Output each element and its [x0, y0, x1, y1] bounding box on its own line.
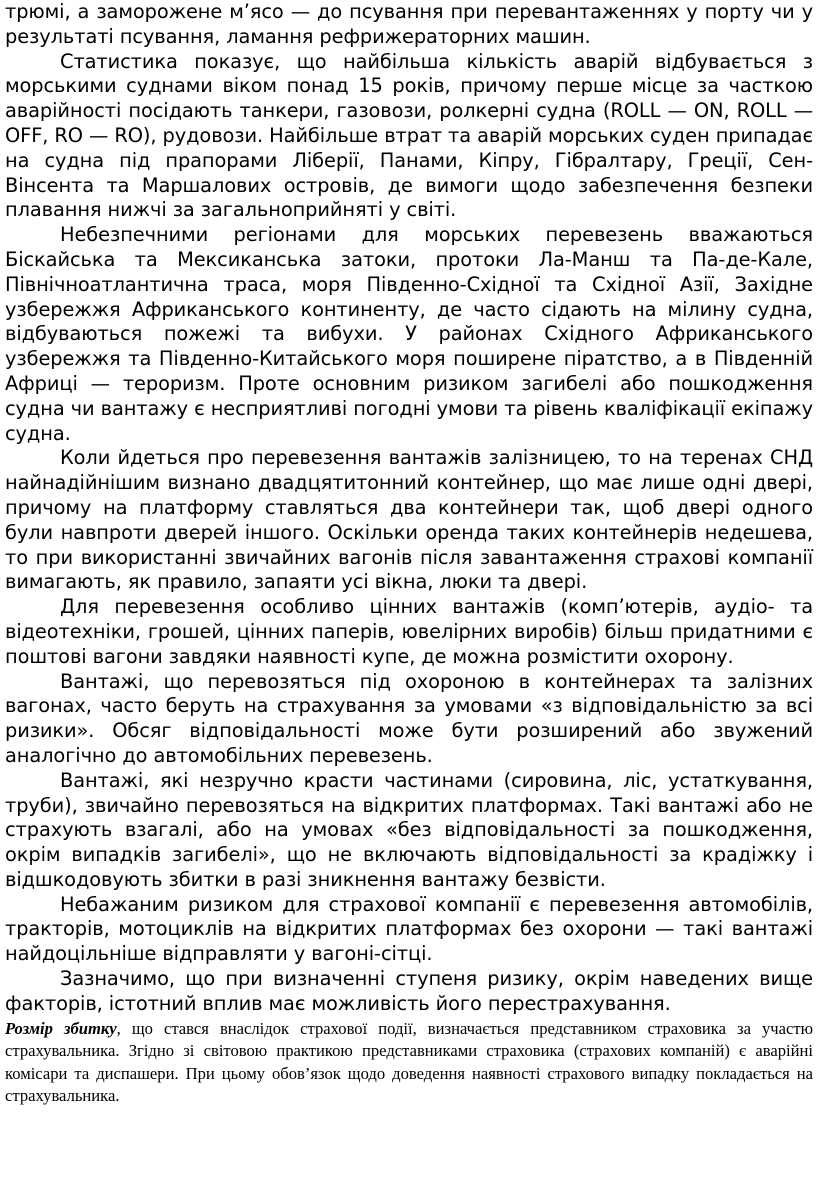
paragraph-loss-amount [5, 1017, 813, 1108]
loss-amount-text: , що стався внаслідок страхової події, визначається представником страховика за участю страхувальника. Згідно зі світовою практикою представниками страховика (страхових компаній) є аварійні комісари та диспашери. При цьому обов’язок щодо доведення наявності страхового випадку покладається на страхувальника. [5, 1018, 814, 1106]
paragraph-valuable-cargo: Для перевезення особливо цінних вантажів (комп’ютерів, аудіо- та відеотехніки, грошей, цінних паперів, ювелірних виробів) більш придатними є поштові вагони завдяки наявності купе, де можна розмістити охорону. [5, 595, 813, 668]
loss-amount-term: Розмір збитку [5, 1018, 117, 1038]
paragraph-reinsurance: Зазначимо, що при визначенні ступеня ризику, окрім наведених вище факторів, істотний вплив має можливість його перестрахування. [5, 967, 813, 1015]
paragraph-dangerous-regions: Небезпечними регіонами для морських перевезень вважаються Біскайська та Мексиканська затоки, протоки Ла-Манш та Па-де-Кале, Північноатлантична траса, моря Південно-Східної та Східної Азії, Західне узбережжя Африканського континенту, де часто сідають на мілину судна, відбуваються пожежі та вибухи. У районах Східного Африканського узбережжя та Південно-Китайського моря поширене піратство, а в Південній Африці — тероризм. Проте основним ризиком загибелі або пошкодження судна чи вантажу є несприятливі погодні умови та рівень кваліфікації екіпажу судна. [5, 223, 813, 445]
paragraph-sea-accident-statistics: Статистика показує, що найбільша кількість аварій відбувається з морськими суднами віком понад 15 років, причому перше місце за часткою аварійності посідають танкери, газовози, ролкерні судна (ROLL — ON, ROLL — OFF, RO — RO), рудовози. Найбільше втрат та аварій морських суден припадає на судна під прапорами Ліберії, Панами, Кіпру, Гібралтару, Греції, Сен-Вінсента та Маршалових островів, де вимоги щодо забезпечення безпеки плавання нижчі за загальноприйняті у світі. [5, 49, 813, 222]
paragraph-undesirable-risk: Небажаним ризиком для страхової компанії є перевезення автомобілів, тракторів, мотоциклів на відкритих платформах без охорони — такі вантажі найдоцільніше відправляти у вагоні-сітці. [5, 892, 813, 966]
paragraph-rail-containers: Коли йдеться про перевезення вантажів залізницею, то на теренах СНД найнадійнішим визнано двадцятитонний контейнер, що має лише одні двері, причому на платформу ставляться два контейнери так, щоб двері одного були навпроти дверей іншого. Оскільки оренда таких контейнерів недешева, то при використанні звичайних вагонів після завантаження страхові компанії вимагають, як правило, запаяти усі вікна, люки та двері. [5, 446, 813, 594]
document-page [5, 0, 813, 1108]
paragraph-open-platforms: Вантажі, які незручно красти частинами (сировина, ліс, устаткування, труби), звичайно перевозяться на відкритих платформах. Такі вантажі або не страхують взагалі, або на умовах «без відповідальності за пошкодження, окрім випадків загибелі», що не включають відповідальності за крадіжку і відшкодовують збитки в разі зникнення вантажу безвісти. [5, 768, 813, 891]
paragraph-continued: трюмі, а заморожене м’ясо — до псування при перевантаженнях у порту чи у результаті псування, ламання рефрижераторних машин. [5, 0, 813, 48]
paragraph-guarded-cargo: Вантажі, що перевозяться під охороною в контейнерах та залізних вагонах, часто беруть на страхування за умовами «з відповідальністю за всі ризики». Обсяг відповідальності може бути розширений або звужений аналогічно до автомобільних перевезень. [5, 669, 813, 767]
body-text [5, 0, 813, 1017]
